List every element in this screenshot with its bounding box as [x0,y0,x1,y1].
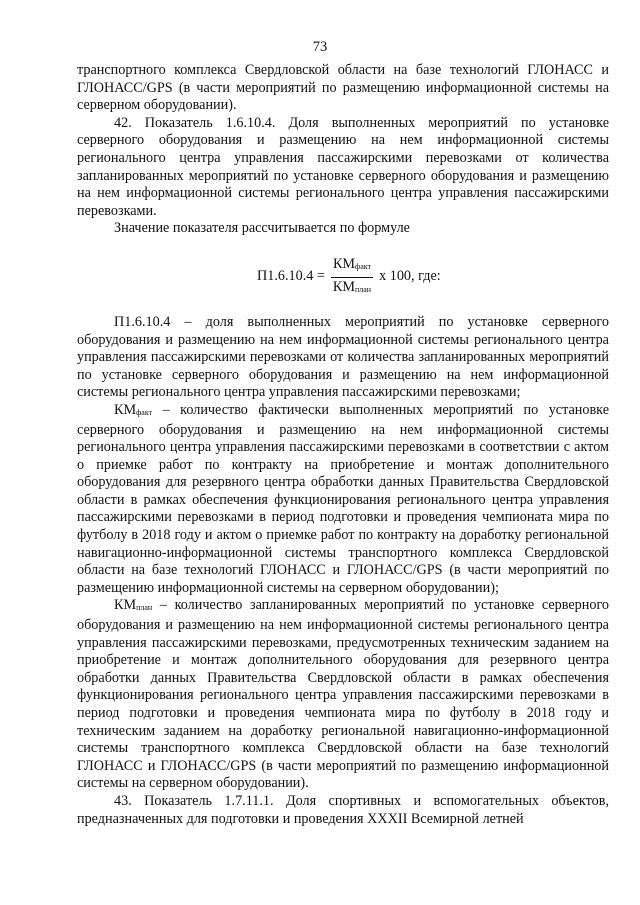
definition-p-indicator: П1.6.10.4 – доля выполненных мероприятий по установке серверного оборудования и размещению на нем информационной системы регионального центра управления пассажирскими перевозками от количества запланированных мероприятий по установке серверного оборудования и размещению на нем информационной системы регионального центра управления пассажирскими перевозками; [77,313,609,401]
definition-km-fact: $КМ_{факт}$ – количество фактически выполненных мероприятий по установке серверного оборудования и размещению на нем информационной системы регионального центра управления пассажирскими перевозками в соответствии с актом о приемке работ по контракту на приобретение и монтаж дополнительного оборудования для резервного центра обработки данных Правительства Свердловской области в рамках обеспечения функционирования регионального центра управления пассажирскими перевозками в период подготовки и проведения чемпионата мира по футболу в 2018 году и актом о приемке работ по контракту на доработку региональной навигационно-информационной системы транспортного комплекса Свердловской области на базе технологий ГЛОНАСС и ГЛОНАСС/GPS (в части мероприятий по размещению информационной системы на серверном оборудовании); [77,401,609,596]
formula-numerator: $КМ_{факт}$ [331,256,373,278]
formula-fraction [331,256,373,298]
paragraph-continuation: транспортного комплекса Свердловской области на базе технологий ГЛОНАСС и ГЛОНАСС/GPS (в части мероприятий по размещению информационной системы на серверном оборудовании). [77,62,609,114]
paragraph-indicator-43: 43. Показатель 1.7.11.1. Доля спортивных и вспомогательных объектов, предназначенных для подготовки и проведения XXXII Всемирной летней [77,792,609,827]
formula-lhs: П1.6.10.4 = [257,268,325,285]
definition-km-plan: $КМ_{план}$ – количество запланированных мероприятий по установке серверного оборудования и размещению на нем информационной системы регионального центра управления пассажирскими перевозками, предусмотренных техническим заданием на приобретение и монтаж дополнительного оборудования для резервного центра обработки данных Правительства Свердловской области в рамках обеспечения функционирования регионального центра управления пассажирскими перевозками в период подготовки и проведения чемпионата мира по футболу в 2018 году и техническим заданием на доработку региональной навигационно-информационной системы транспортного комплекса Свердловской области на базе технологий ГЛОНАСС и ГЛОНАСС/GPS (в части мероприятий по размещению информационной системы на серверном оборудовании). [77,597,609,792]
formula-rhs: x 100, где: [379,268,441,285]
paragraph-indicator-42: 42. Показатель 1.6.10.4. Доля выполненных мероприятий по установке серверного оборудования и размещению на нем информационной системы регионального центра управления пассажирскими перевозками от количества запланированных мероприятий по установке серверного оборудования и размещению на нем информационной системы регионального центра управления пассажирскими перевозками. [77,114,609,219]
document-body [77,62,609,828]
formula-denominator: $КМ_{план}$ [332,278,372,295]
formula-block [77,242,609,308]
paragraph-formula-intro: Значение показателя рассчитывается по формуле [114,220,410,237]
page-number: 73 [312,39,328,55]
